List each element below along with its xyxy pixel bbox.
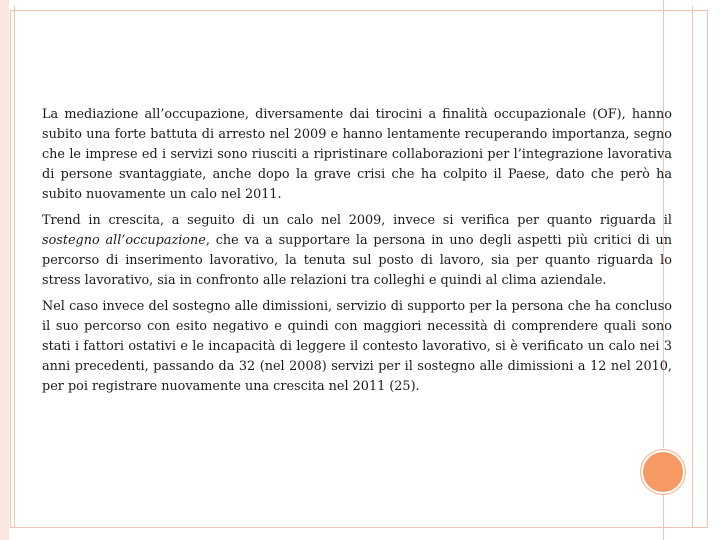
slide-body xyxy=(42,105,672,403)
paragraph-trend-sostegno xyxy=(42,211,672,291)
paragraph-trend-emphasis: sostegno all’occupazione xyxy=(42,233,206,248)
decorative-left-band xyxy=(0,0,9,540)
paragraph-trend-before: Trend in crescita, a seguito di un calo nel 2009, invece si verifica per quanto riguarda il xyxy=(42,213,672,228)
decorative-right-rule-bottom xyxy=(663,494,664,540)
paragraph-dimissioni: Nel caso invece del sostegno alle dimissioni, servizio di supporto per la persona che ha concluso il suo percorso con esito negativo e quindi con maggiori necessità di comprendere quali sono stati i fattori ostativi e le incapacità di leggere il contesto lavorativo, si è verificato un calo nei 3 anni precedenti, passando da 32 (nel 2008) servizi per il sostegno alle dimissioni a 12 nel 2010, per poi registrare nuovamente una crescita nel 2011 (25). xyxy=(42,299,672,394)
paragraph-mediazione: La mediazione all’occupazione, diversamente dai tirocini a finalità occupazionale (OF), hanno subito una forte battuta di arresto nel 2009 e hanno lentamente recuperando importanza, segno che le imprese ed i servizi sono riusciti a ripristinare collaborazioni per l’integrazione lavorativa di persone svantaggiate, anche dopo la grave crisi che ha colpito il Paese, dato che però ha subito nuovamente un calo nel 2011. xyxy=(42,107,672,202)
paragraph-trend-after: , che va a supportare la persona in uno degli aspetti più critici di un percorso di inserimento lavorativo, la tenuta sul posto di lavoro, sia per quanto riguarda lo stress lavorativo, sia in confronto alle relazioni tra colleghi e quindi al clima aziendale. xyxy=(42,233,672,288)
decorative-circle-icon xyxy=(641,450,685,494)
